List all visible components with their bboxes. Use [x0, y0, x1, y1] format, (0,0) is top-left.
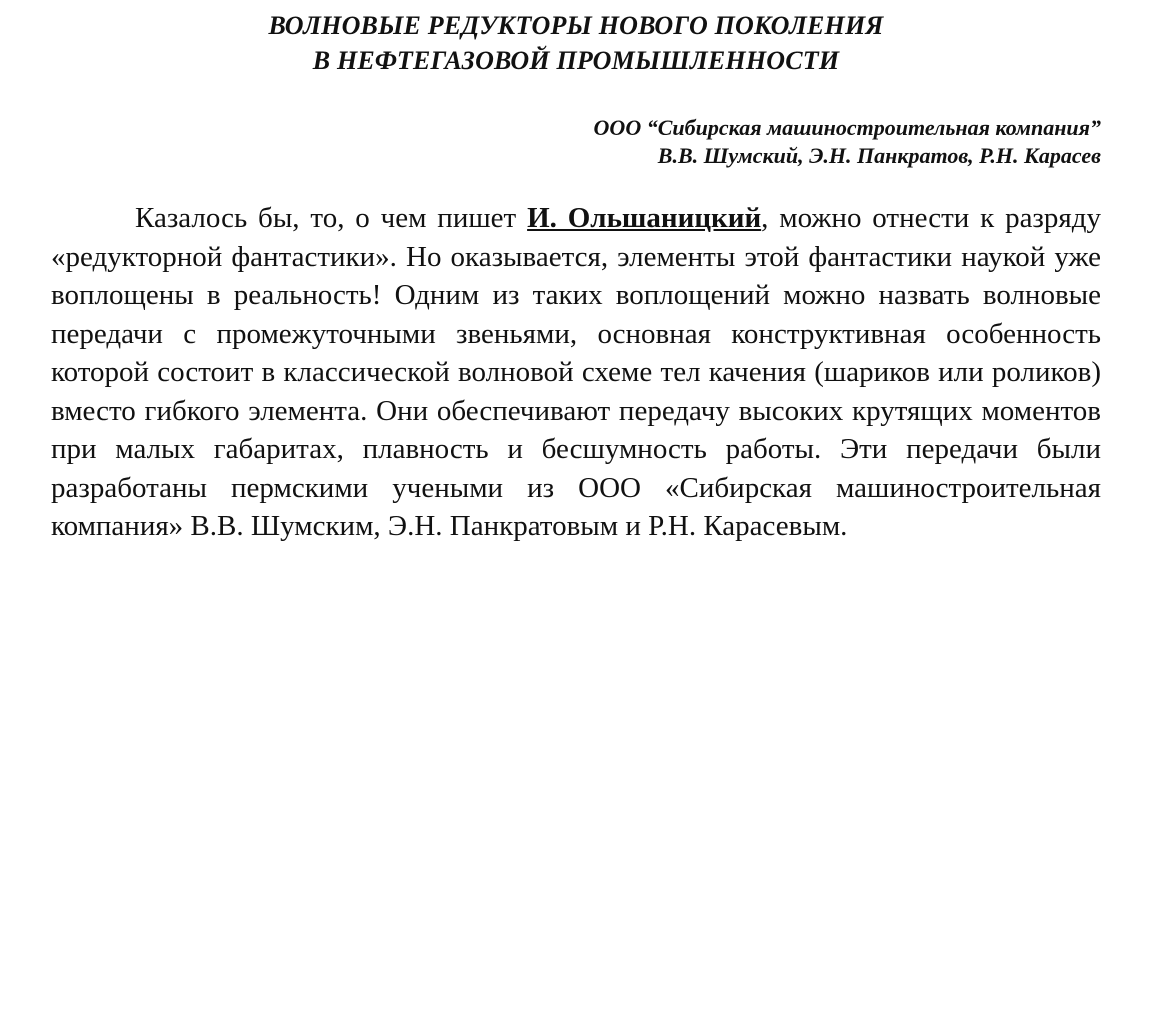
article-title-line-1: ВОЛНОВЫЕ РЕДУКТОРЫ НОВОГО ПОКОЛЕНИЯ [268, 11, 884, 40]
article-title-line-2: В НЕФТЕГАЗОВОЙ ПРОМЫШЛЕННОСТИ [312, 46, 840, 75]
company-name: ООО “Сибирская машиностроительная компания” [593, 115, 1101, 140]
paragraph-text-rest: , можно отнести к разряду «редукторной фантастики». Но оказывается, элементы этой фантастики наукой уже воплощены в реальность! Одним из таких воплощений можно назвать волновые передачи с промежуточными звеньями, основная конструктивная особенность которой состоит в классической волновой схеме тел качения (шариков или роликов) вместо гибкого элемента. Они обеспечивают передачу высоких крутящих моментов при малых габаритах, плавность и бесшумность работы. Эти передачи были разработаны пермскими учеными из ООО «Сибирская машиностроительная компания» В.В. Шумским, Э.Н. Панкратовым и Р.Н. Карасевым. [51, 202, 1101, 542]
article-title [0, 8, 1152, 78]
author-affiliation [594, 114, 1101, 170]
author-reference-link[interactable]: И. Ольшаницкий [527, 202, 762, 234]
author-names: В.В. Шумский, Э.Н. Панкратов, Р.Н. Карасев [657, 143, 1101, 168]
paragraph-text-start: Казалось бы, то, о чем пишет [135, 202, 528, 234]
body-paragraph [51, 199, 1101, 546]
